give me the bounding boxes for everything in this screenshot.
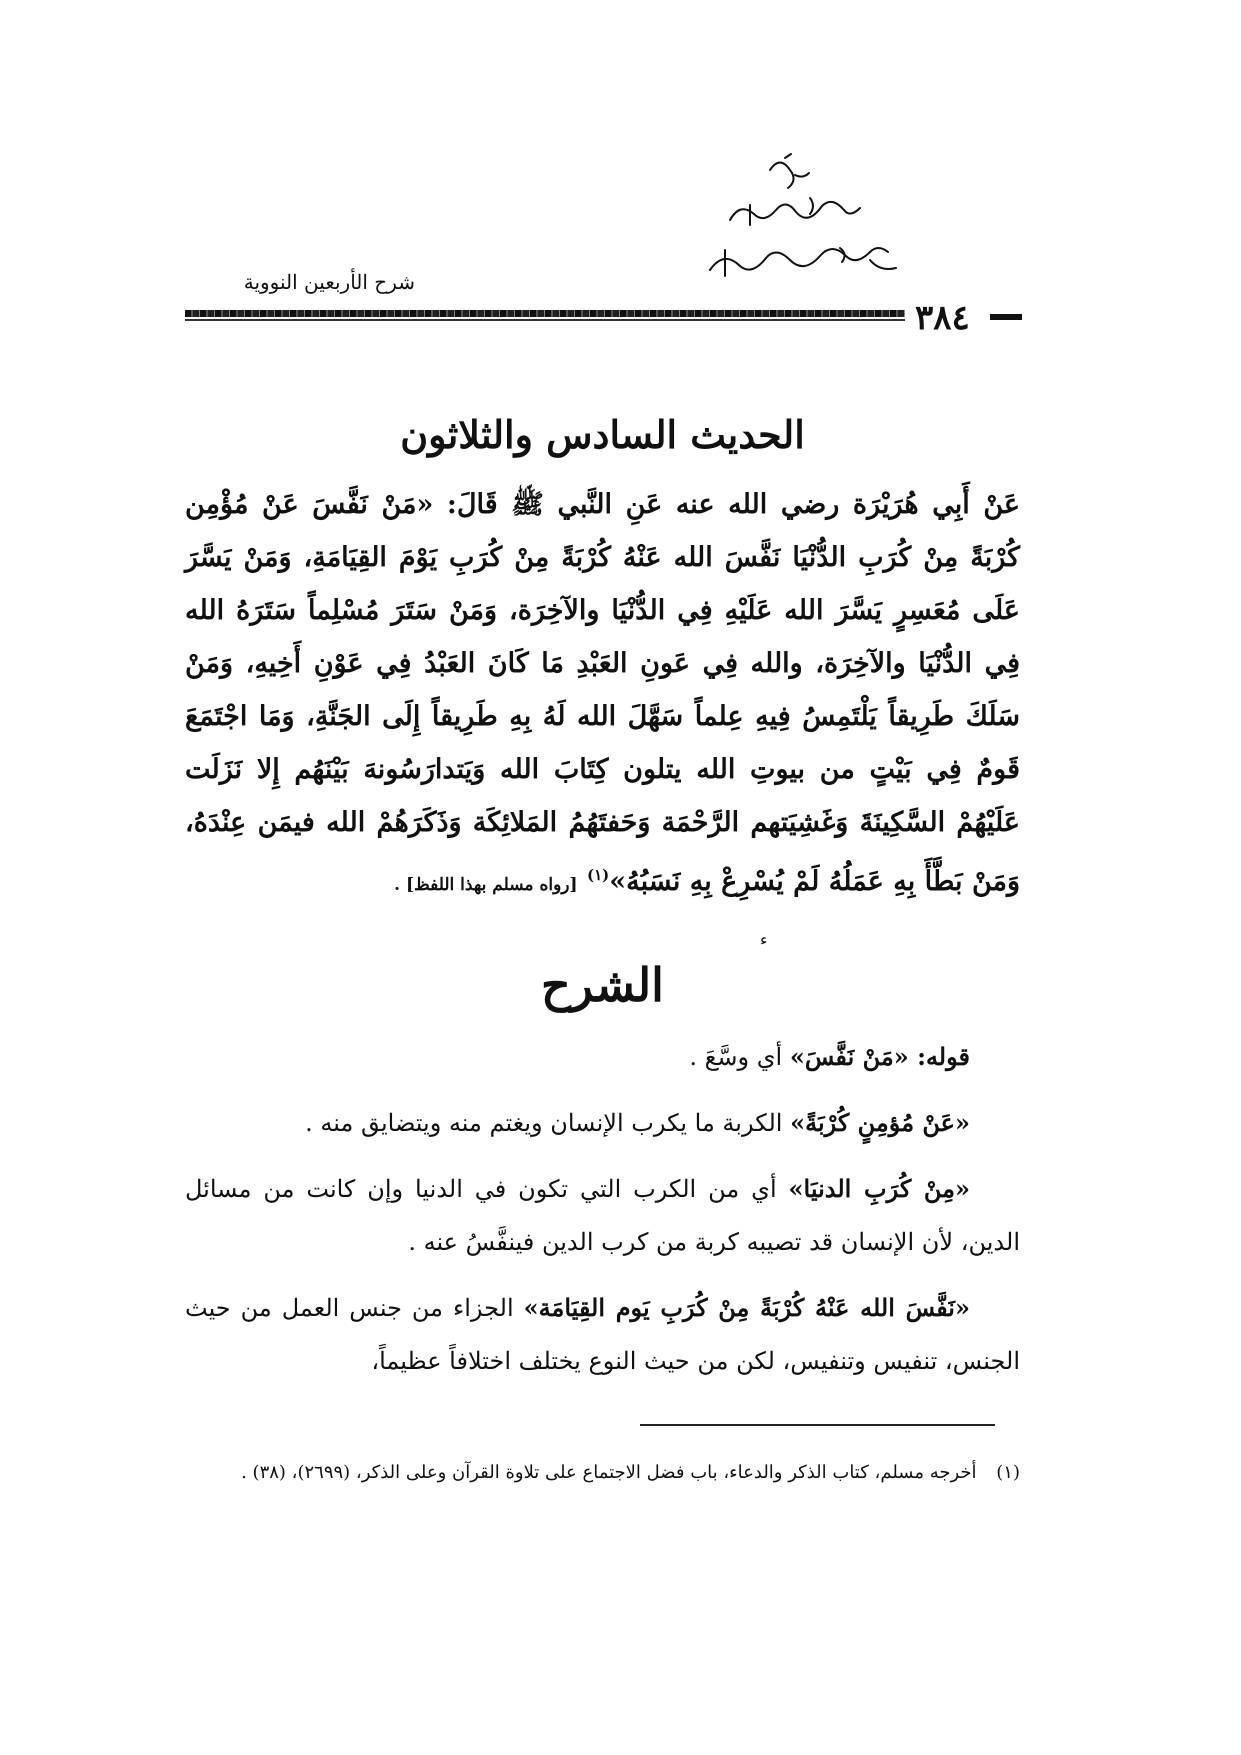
explanation: الجزاء من جنس العمل من حيث الجنس، تنفيس وتنفيس، لكن من حيث النوع يختلف اختلافاً عظيماً، [185, 1294, 1020, 1375]
handwritten-stamp [690, 150, 910, 310]
commentary-title: الشرح [541, 958, 664, 1012]
header-rule [185, 310, 905, 317]
page-number: ٣٨٤ [915, 298, 970, 338]
commentary-paragraph [185, 1030, 1020, 1084]
header-rule-thin [185, 319, 905, 321]
footnote [185, 1455, 1020, 1491]
footnote-number: (١) [996, 1462, 1020, 1483]
quoted-phrase: «عَنْ مُؤمِنٍ كُرْبَةً» [790, 1108, 970, 1137]
hadith-text-block [185, 478, 1020, 912]
commentary-body [185, 1030, 1020, 1400]
hadith-text: عَنْ أَبِي هُرَيْرَة رضي الله عنه عَنِ النَّبي ﷺ قَالَ: «مَنْ نَفَّسَ عَنْ مُؤْمِن كُرْبَةً مِنْ كُرَبِ الدُّنْيَا نَفَّسَ الله عَنْهُ كُرْبَةً مِنْ كُرَبِ يَوْمَ القِيَامَةِ، وَمَنْ يَسَّرَ عَلَى مُعَسِرٍ يَسَّرَ الله عَلَيْهِ فِي الدُّنْيَا والآخِرَة، وَمَنْ سَتَرَ مُسْلِماً سَتَرَهُ الله فِي الدُّنْيَا والآخِرَة، والله فِي عَونِ العَبْدِ مَا كَانَ العَبْدُ فِي عَوْنِ أَخِيهِ، وَمَنْ سَلَكَ طَرِيقاً يَلْتَمِسُ فِيهِ عِلماً سَهَّلَ الله لَهُ بِهِ طَرِيقاً إِلَى الجَنَّةِ، وَمَا اجْتَمَعَ قَومٌ فِي بَيْتٍ من بيوتِ الله يتلون كِتَابَ الله وَيَتدارَسُونهَ بَيْنَهُم إِلا نَزَلَت عَلَيْهُمْ السَّكِينَةَ وَغَشِيَتهم الرَّحْمَة وَحَفتَهُمُ المَلائِكَة وَذَكَرَهُمْ الله فيمَن عِنْدَهُ، وَمَنْ بَطَّأَ بِهِ عَمَلُهُ لَمْ يُسْرِعْ بِهِ نَسَبُهُ» [185, 489, 1020, 897]
explanation: أي وسَّعَ . [689, 1043, 790, 1071]
commentary-paragraph [185, 1096, 1020, 1150]
running-header-title: شرح الأربعين النووية [243, 270, 415, 294]
explanation: الكربة ما يكرب الإنسان ويغتم منه ويتضايق منه . [305, 1109, 791, 1137]
stamp-signature-icon [690, 150, 910, 310]
footnote-text: أخرجه مسلم، كتاب الذكر والدعاء، باب فضل الاجتماع على تلاوة القرآن وعلى الذكر، (٢٦٩٩)، (٣٨) . [241, 1462, 977, 1483]
commentary-paragraph [185, 1281, 1020, 1388]
explanation: أي من الكرب التي تكون في الدنيا وإن كانت من مسائل الدين، لأن الإنسان قد تصيبه كربة من كرب الدين فينفَّسُ عنه . [185, 1175, 1020, 1256]
quoted-phrase: قوله: «مَنْ نَفَّسَ» [789, 1042, 970, 1071]
commentary-paragraph [185, 1162, 1020, 1269]
ornament-mark: ء [760, 930, 768, 949]
hadith-title: الحديث السادس والثلاثون [400, 412, 805, 457]
footnote-marker: (١) [586, 866, 610, 884]
hadith-reference: [رواه مسلم بهذا اللفظ] . [394, 875, 578, 895]
quoted-phrase: «مِنْ كُرَبِ الدنيَا» [788, 1174, 970, 1203]
quoted-phrase: «نَفَّسَ الله عَنْهُ كُرْبَةً مِنْ كُرَبِ يَوم القِيَامَة» [523, 1293, 970, 1322]
footnote-separator [640, 1424, 995, 1426]
